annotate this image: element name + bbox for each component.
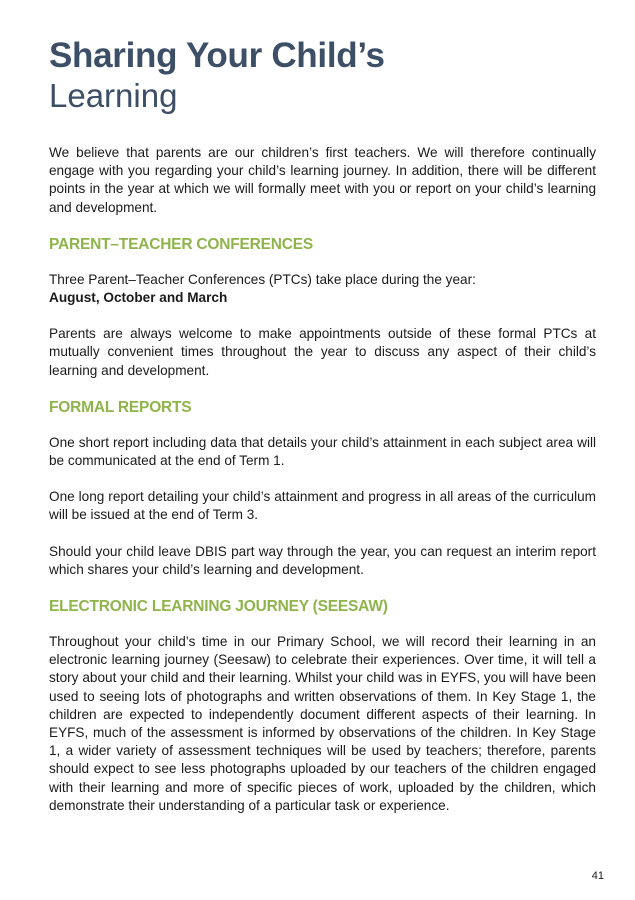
seesaw-paragraph: Throughout your child’s time in our Primary School, we will record their learning in an electronic learning journey (Seesaw) to celebrate their experiences. Over time, it will tell a story about your child and their learning. Whilst your child was in EYFS, you will have been used to seeing lots of photographs and written observations of them. In Key Stage 1, the children are expected to independently document different aspects of their learning. In EYFS, much of the assessment is informed by observations of the children. In Key Stage 1, a wider variety of assessment techniques will be used by teachers; therefore, parents should expect to see less photographs uploaded by our teachers of the children engaged with their learning and more of specific pieces of work, uploaded by the children, which demonstrate their understanding of a particular task or experience.: [49, 634, 596, 813]
reports-paragraph-2: One long report detailing your child’s attainment and progress in all areas of the curriculum will be issued at the end of Term 3.: [49, 489, 596, 523]
page-content: [49, 36, 596, 833]
intro-paragraph: We believe that parents are our children’s first teachers. We will therefore continually engage with you regarding your child’s learning journey. In addition, there will be different points in the year at which we will formally meet with you or report on your child’s learning and development.: [49, 145, 596, 215]
page-title: Sharing Your Child’s: [49, 36, 385, 75]
ptc-heading: PARENT–TEACHER CONFERENCES: [49, 235, 314, 253]
reports-paragraph-1: One short report including data that details your child’s attainment in each subject area will be communicated at the end of Term 1.: [49, 434, 596, 469]
seesaw-heading: ELECTRONIC LEARNING JOURNEY (SEESAW): [49, 598, 388, 616]
reports-paragraph-3: Should your child leave DBIS part way through the year, you can request an interim report which shares your child’s learning and development.: [49, 543, 596, 577]
ptc-months: August, October and March: [49, 290, 228, 306]
page-number: 41: [591, 870, 604, 882]
ptc-paragraph-2: Parents are always welcome to make appointments outside of these formal PTCs at mutually convenient times throughout the year to discuss any aspect of their child’s learning and development.: [49, 326, 596, 378]
page-subtitle: Learning: [49, 77, 178, 114]
reports-heading: FORMAL REPORTS: [49, 398, 192, 416]
ptc-paragraph-1: Three Parent–Teacher Conferences (PTCs) take place during the year:: [49, 271, 476, 287]
